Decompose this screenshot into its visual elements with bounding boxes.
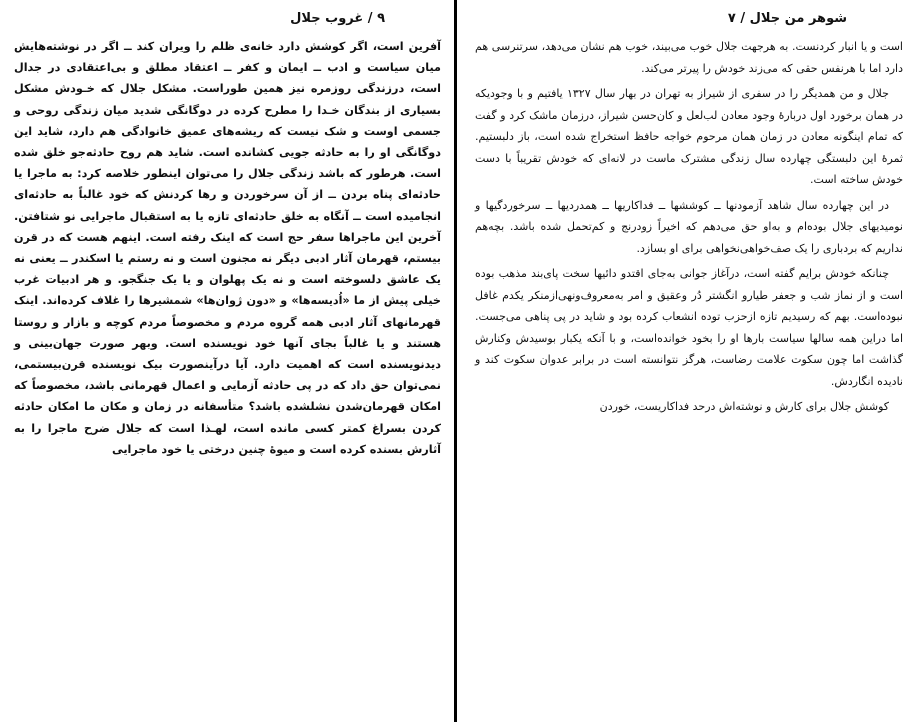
right-paragraph-4: چنانکه خودش برایم گفته است، درآغاز جوانی به‌جای اقتدو دائیها سخت پای‌بند مذهب بوده است و از نماز شب و جعفر طیارو انگشتر دُر وعقیق و امر به‌معروف‌ونهی‌ازمنکر یکدم غافل نبوده‌است. بهم که رسیدیم تازه ازحزب توده انشعاب کرده بود و شاید در پی پناهی می‌جست. اما دراین همه سالها سیاست بارها او را بخود خوانده‌است، و با آنکه یکبار بوسیدش وکنارش گذاشت اما چون سکوت علامت رضاست، هرگز نتوانسته است در برابر عدوان سکوت کند و نادیده انگاردش. (475, 267, 903, 388)
left-paragraph-1: آفرین است، اگر کوشش دارد خانه‌ی ظلم را ویران کند ــ اگر در نوشته‌هایش میان سیاست و ادب ــ ایمان و کفر ــ اعتقاد مطلق و بی‌اعتقادی در جدال است، درزندگی روزمره نیز همین طوراست. مشکل جلال که خـودش مشکل بسیاری از بندگان خـدا را مطرح کرده در دوگانگی شدید میان زندگی روحی و جسمی اوست و شک نیست که ریشه‌های عمیق خانوادگی هم دارد، شاید این دوگانگی او را به حادثه جویی کشانده است. شاید هم روح حادثه‌جو خلق شده است. هرطور که باشد زندگی جلال را می‌توان اینطور خلاصه کرد: به ماجرا یا حادثه‌ای پناه بردن ــ از آن سرخوردن و رها کردنش که خود غالباً به حادثه‌ای انجامیده است ــ آنگاه به خلق حادثه‌ای تازه یا به استقبال ماجرایی نو شتافتن. آخرین این ماجراها سفر حج است که اینک رفته است. اینهم هست که در قرن بیستم، قهرمان آثار ادبی دیگر نه مجنون است و نه رستم یا اسکندر ــ یعنی نه یک عاشق دلسوخته است و نه یک پهلوان و یا یک جنگجو. و هر ادبیات غرب خیلی پیش از ما «اُدیسه‌ها» و «دون ژوان‌ها» شمشیرها را غلاف کرده‌اند. اینک قهرمانهای آثار ادبی همه گروه مردم و مخصوصاً مردم کوچه و بازار و روستا هستند و یا غالباً بجای آنها خود نویسنده است. وبهر صورت جهان‌بینی و دیدنویسنده است که اهمیت دارد. آیا درآینصورت بیک نویسنده قرن‌بیستمی، نمی‌توان حق داد که در پی حادثه آزمایی و اعمال قهرمانی باشد، مخصوصاً که امکان قهرمان‌شدن نشلشده باشد؟ متأسفانه در زمان و مکان ما امکان حادثه کردن بسراغ کمتر کسی مانده است، لهـذا است که جلال ضرح ماجرا را به آثارش بسنده کرده است و میوهٔ چنین درختی یا خود ماجرایی (14, 40, 441, 456)
left-page (0, 0, 455, 722)
right-running-head: شوهر من جلال / ۷ (727, 11, 847, 26)
right-paragraph-3: در این چهارده سال شاهد آزمودنها ــ کوششها ــ فداکاریها ــ همدردیها ــ سرخوردگیها و نومیدیهای جلال بوده‌ام و به‌او حق می‌دهم که اخیراً زودرنج و کم‌تحمل شده باشد. بچه‌هم نداریم که بردباری را یک صف‌خواهی‌نخواهی برای او بسازد. (475, 198, 903, 255)
right-paragraph-5: کوشش جلال برای کارش و نوشته‌اش درحد فداکاریست، خوردن (599, 400, 889, 413)
right-page (457, 0, 919, 722)
left-page-body (14, 36, 441, 460)
right-page-body (475, 36, 903, 418)
right-paragraph-1: است و یا انبار کردنست. به هرجهت جلال خوب می‌بیند، خوب هم نشان می‌دهد، سرتنرسی هم دارد اما با هرنفس حقی که می‌زند خودش را پیرتر می‌کند. (475, 40, 903, 75)
right-paragraph-2: جلال و من همدیگر را در سفری از شیراز به تهران در بهار سال ۱۳۲۷ یافتیم و با وجودیکه در همان برخورد اول دربارهٔ وجود معادن لب‌لعل و کان‌حسن شیراز، درزمان ماشک کرد و گفت که تمام اینگونه معادن در زمان همان مرحوم خواجه حافظ استخراج شده است، باز دلبستیم. ثمرهٔ این دلبستگی چهارده سال زندگی مشترک ماست در لانه‌ای که خودش تقریباً با دست خودش ساخته است. (475, 87, 903, 186)
left-running-head: ۹ / غروب جلال (290, 11, 385, 26)
